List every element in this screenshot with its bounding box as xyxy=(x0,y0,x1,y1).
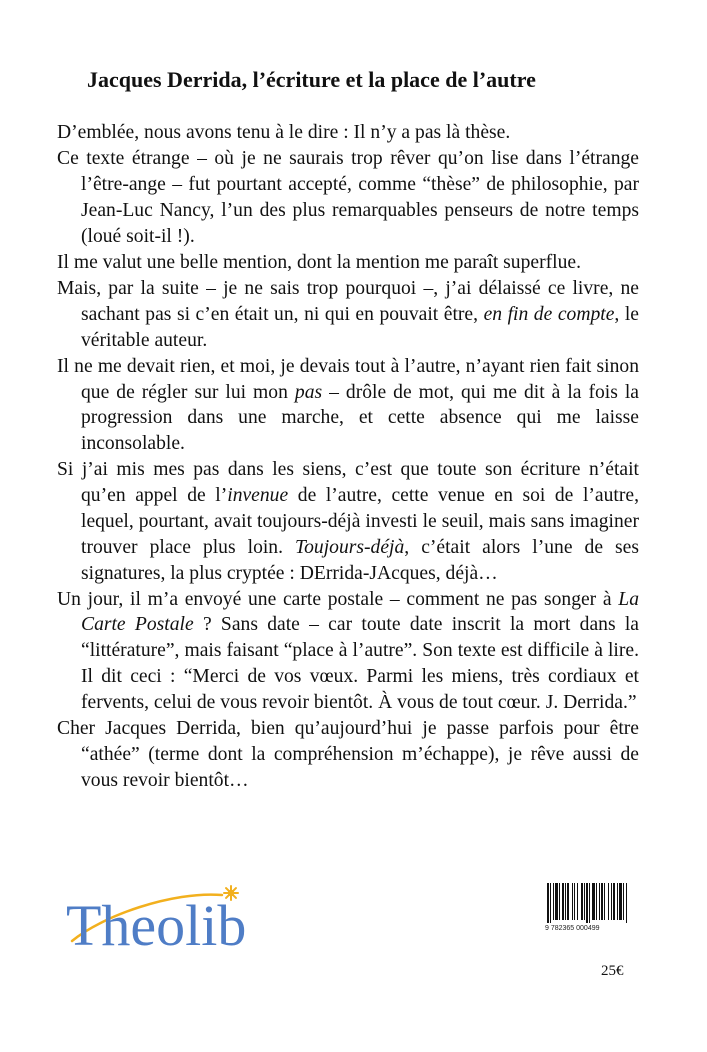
italic-phrase: invenue xyxy=(227,485,289,507)
text-segment: Il me valut une belle mention, dont la mention me paraît superflue. xyxy=(57,251,581,273)
text-segment: Cher Jacques Derrida, bien qu’aujourd’hui je passe parfois pour être “athée” (terme dont la compréhension m’échappe), je rêve aussi de vous revoir bientôt… xyxy=(57,718,639,791)
paragraph xyxy=(57,587,639,716)
italic-phrase: en fin de compte xyxy=(483,303,615,325)
text-segment: Ce texte étrange – où je ne saurais trop rêver qu’on lise dans l’étrange l’être-ange – fut pourtant accepté, comme “thèse” de philosophie, par Jean-Luc Nancy, l’un des plus remarquables penseurs de notre temps (loué soit-il !). xyxy=(57,148,639,247)
italic-phrase: Toujours-déjà xyxy=(295,536,405,558)
paragraph xyxy=(57,716,639,793)
paragraph xyxy=(57,250,639,276)
paragraph xyxy=(57,457,639,586)
italic-phrase: La Carte Postale xyxy=(81,588,639,636)
text-segment: D’emblée, nous avons tenu à le dire : Il n’y a pas là thèse. xyxy=(57,122,511,143)
isbn-number: 9 782365 000499 xyxy=(545,925,600,932)
back-cover-text xyxy=(57,120,639,794)
price: 25€ xyxy=(601,963,624,979)
logo-wordmark: Theolib xyxy=(66,893,247,958)
text-segment: Il ne me devait rien, et moi, je devais tout à l’autre, n’ayant rien fait sinon que de régler sur lui mon xyxy=(57,355,639,403)
text-segment: , le véritable auteur. xyxy=(81,303,639,351)
paragraph xyxy=(57,354,639,457)
text-segment: Un jour, il m’a envoyé une carte postale – comment ne pas songer à xyxy=(57,588,619,610)
theolib-logo xyxy=(62,881,272,971)
book-title: Jacques Derrida, l’écriture et la place de l’autre xyxy=(87,67,536,92)
paragraph xyxy=(57,276,639,353)
text-segment: , c’était alors l’une de ses signatures, la plus cryptée : DErrida-JAcques, déjà… xyxy=(81,536,639,584)
text-segment: de l’autre, cette venue en soi de l’autre, lequel, pourtant, avait toujours-déjà investi le seuil, mais sans imaginer trouver place plus loin. xyxy=(81,485,639,558)
text-segment: – drôle de mot, qui me dit à la fois la progression dans une marche, et cette absence qui me laisse inconsolable. xyxy=(81,381,639,455)
text-segment: Mais, par la suite – je ne sais trop pourquoi –, j’ai délaissé ce livre, ne sachant pas si c’en était un, ni qui en pouvait être, xyxy=(57,277,639,325)
paragraph xyxy=(57,120,639,146)
italic-phrase: pas xyxy=(294,381,323,403)
text-segment: Si j’ai mis mes pas dans les siens, c’est que toute son écriture n’était qu’en appel de l’ xyxy=(57,459,639,507)
paragraph xyxy=(57,146,639,249)
text-segment: ? Sans date – car toute date inscrit la mort dans la “littérature”, mais faisant “place à l’autre”. Son texte est difficile à lire. Il dit ceci : “Merci de vos vœux. Parmi les miens, très cordiaux et fervents, celui de vous revoir bientôt. À vous de tout cœur. J. Derrida.” xyxy=(81,614,639,713)
